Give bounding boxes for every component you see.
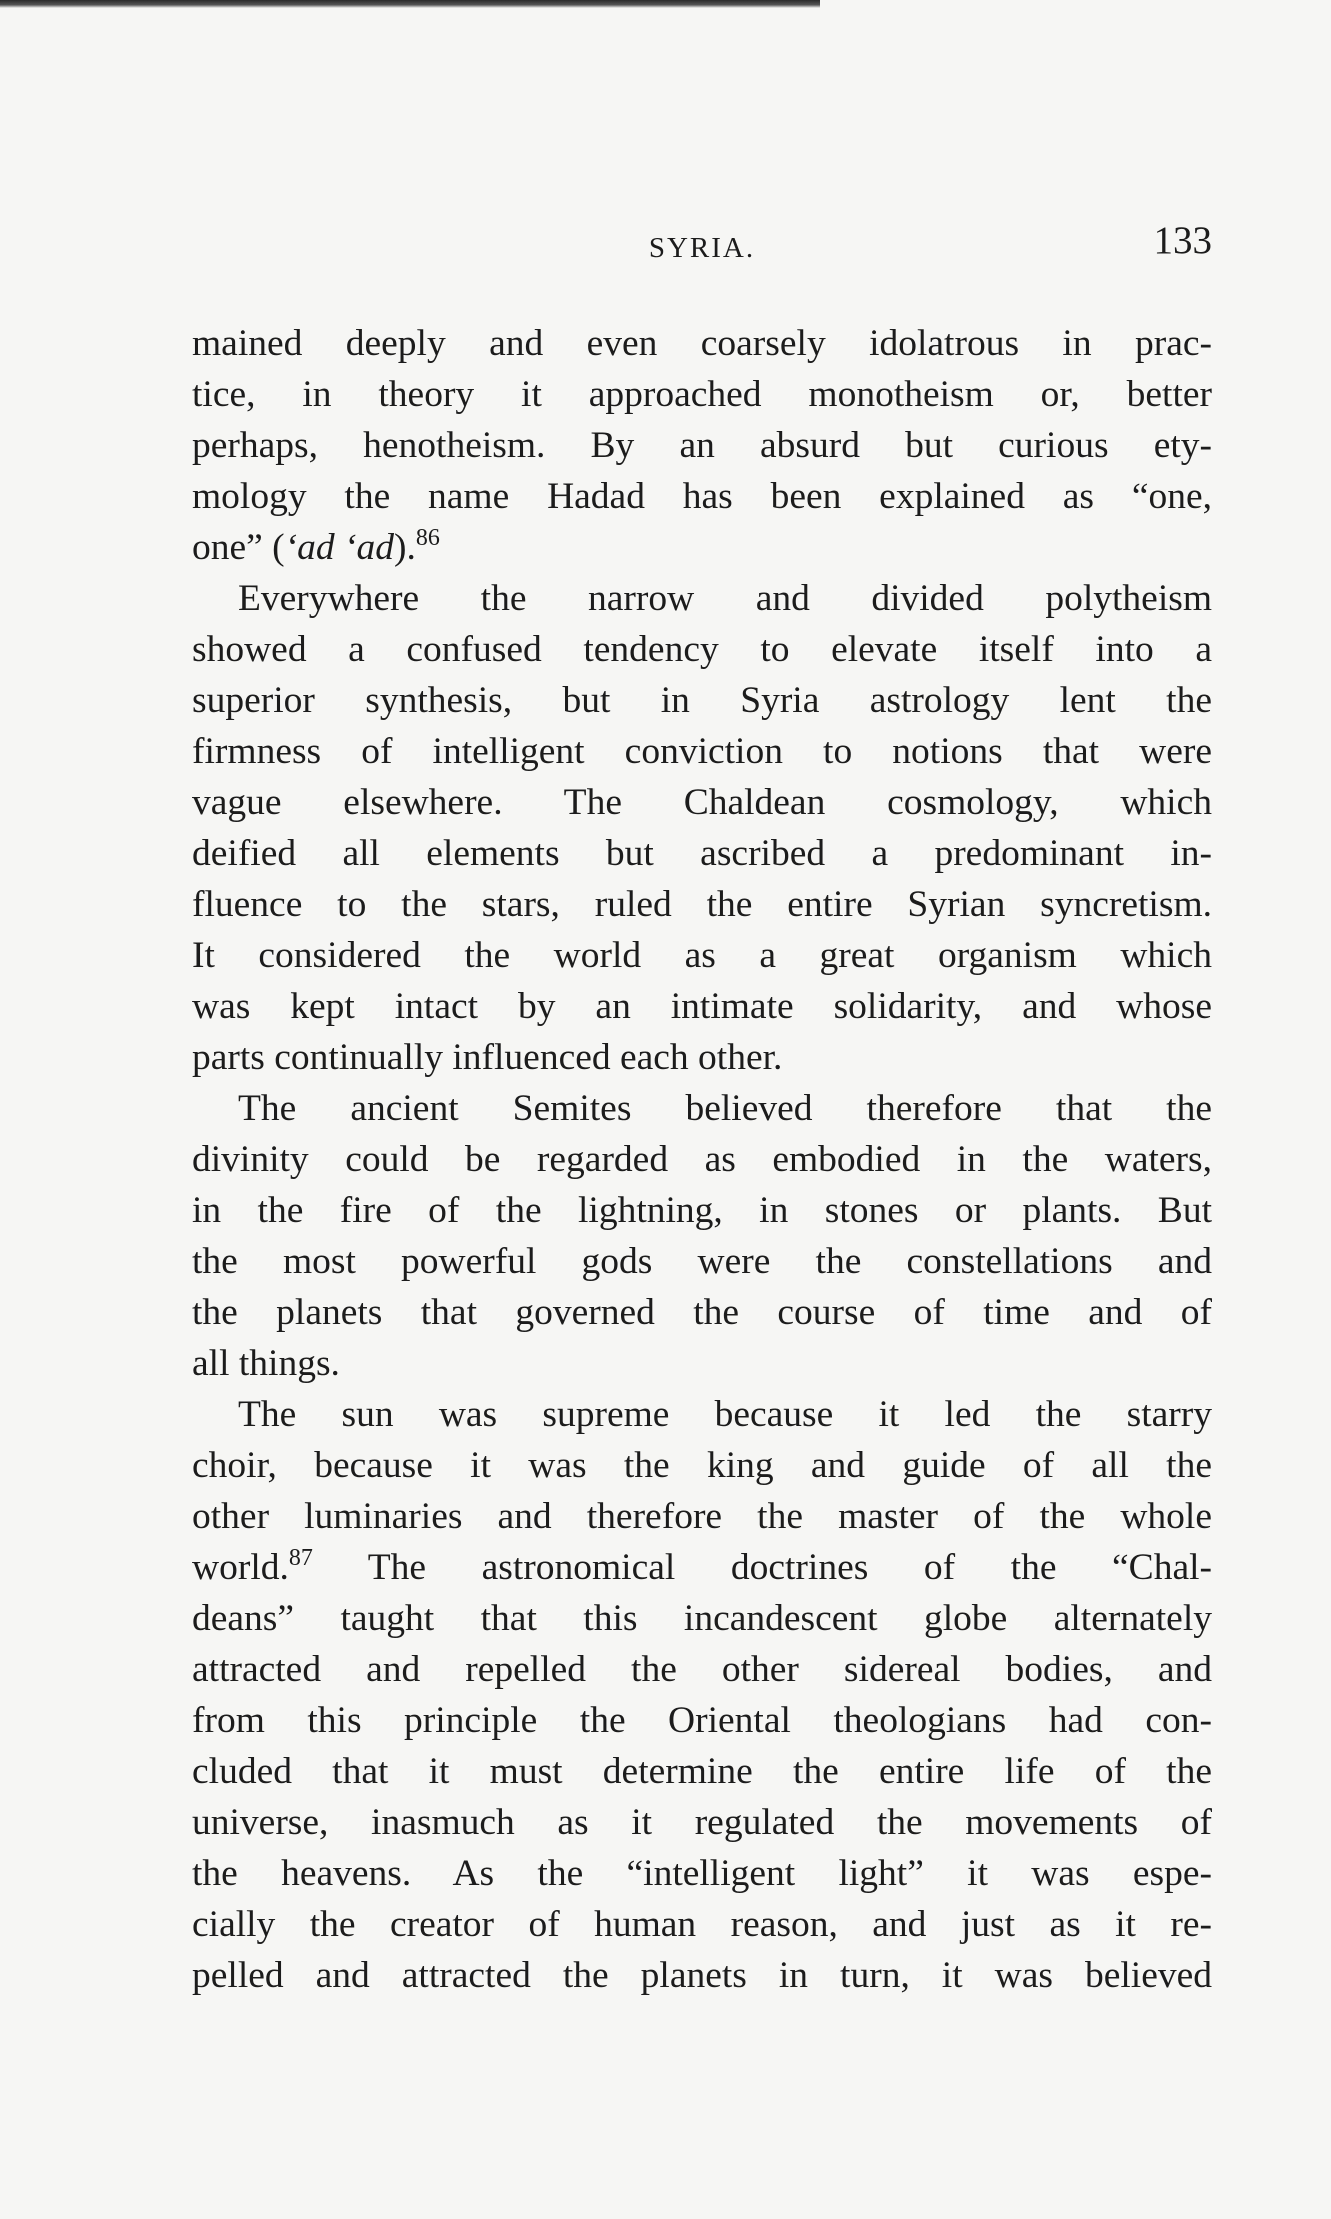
text-line: The sun was supreme because it led the starry: [238, 1394, 1212, 1435]
footnote-ref: 86: [415, 525, 440, 551]
text-line: divinity could be regarded as embodied in the waters,: [192, 1139, 1212, 1180]
text-line: fluence to the stars, ruled the entire Syrian syncretism.: [192, 884, 1212, 925]
transliteration: ‘ad ‘ad: [284, 527, 395, 568]
text-line: tice, in theory it approached monotheism or, better: [192, 374, 1212, 415]
paragraph-3: [192, 1083, 1212, 1389]
text-line: other luminaries and therefore the master of the whole: [192, 1496, 1212, 1537]
text-line: the planets that governed the course of time and of: [192, 1292, 1212, 1333]
text-line: all things.: [192, 1343, 340, 1384]
text-line: perhaps, henotheism. By an absurd but curious ety-: [192, 425, 1212, 466]
page-header: [192, 218, 1212, 278]
text-line: the most powerful gods were the constellations and: [192, 1241, 1212, 1282]
body-text: [192, 318, 1212, 2001]
text-line: parts continually influenced each other.: [192, 1037, 783, 1078]
text-line: The ancient Semites believed therefore that the: [238, 1088, 1212, 1129]
text-fragment: ).: [394, 527, 416, 568]
text-fragment: The astronomical doctrines of the “Chal-: [312, 1547, 1212, 1588]
text-line: firmness of intelligent conviction to notions that were: [192, 731, 1212, 772]
footnote-ref: 87: [288, 1545, 313, 1571]
text-line: mology the name Hadad has been explained as “one,: [192, 476, 1212, 517]
text-line: It considered the world as a great organism which: [192, 935, 1212, 976]
text-line: choir, because it was the king and guide of all the: [192, 1445, 1212, 1486]
text-line: mained deeply and even coarsely idolatrous in prac-: [192, 323, 1212, 364]
text-line: cluded that it must determine the entire life of the: [192, 1751, 1212, 1792]
text-line: attracted and repelled the other sidereal bodies, and: [192, 1649, 1212, 1690]
paragraph-2: [192, 573, 1212, 1083]
text-fragment: one” (: [192, 527, 285, 568]
page-number: 133: [1153, 219, 1212, 262]
text-line: [192, 1542, 1212, 1593]
text-line: in the fire of the lightning, in stones or plants. But: [192, 1190, 1212, 1231]
running-head: SYRIA.: [648, 232, 756, 264]
text-line: deified all elements but ascribed a predominant in-: [192, 833, 1212, 874]
text-line: pelled and attracted the planets in turn, it was believed: [192, 1955, 1212, 1996]
text-line: deans” taught that this incandescent globe alternately: [192, 1598, 1212, 1639]
text-line: Everywhere the narrow and divided polytheism: [238, 578, 1212, 619]
text-line: showed a confused tendency to elevate itself into a: [192, 629, 1212, 670]
text-line: superior synthesis, but in Syria astrology lent the: [192, 680, 1212, 721]
text-line: was kept intact by an intimate solidarity, and whose: [192, 986, 1212, 1027]
text-fragment: world.: [192, 1547, 289, 1588]
text-line: vague elsewhere. The Chaldean cosmology, which: [192, 782, 1212, 823]
paragraph-4: [192, 1389, 1212, 2001]
text-line: the heavens. As the “intelligent light” it was espe-: [192, 1853, 1212, 1894]
paragraph-1: [192, 318, 1212, 573]
text-line: cially the creator of human reason, and just as it re-: [192, 1904, 1212, 1945]
text-line: [192, 522, 1212, 573]
page-edge-shadow: [0, 0, 820, 8]
text-line: universe, inasmuch as it regulated the movements of: [192, 1802, 1212, 1843]
text-line: from this principle the Oriental theologians had con-: [192, 1700, 1212, 1741]
